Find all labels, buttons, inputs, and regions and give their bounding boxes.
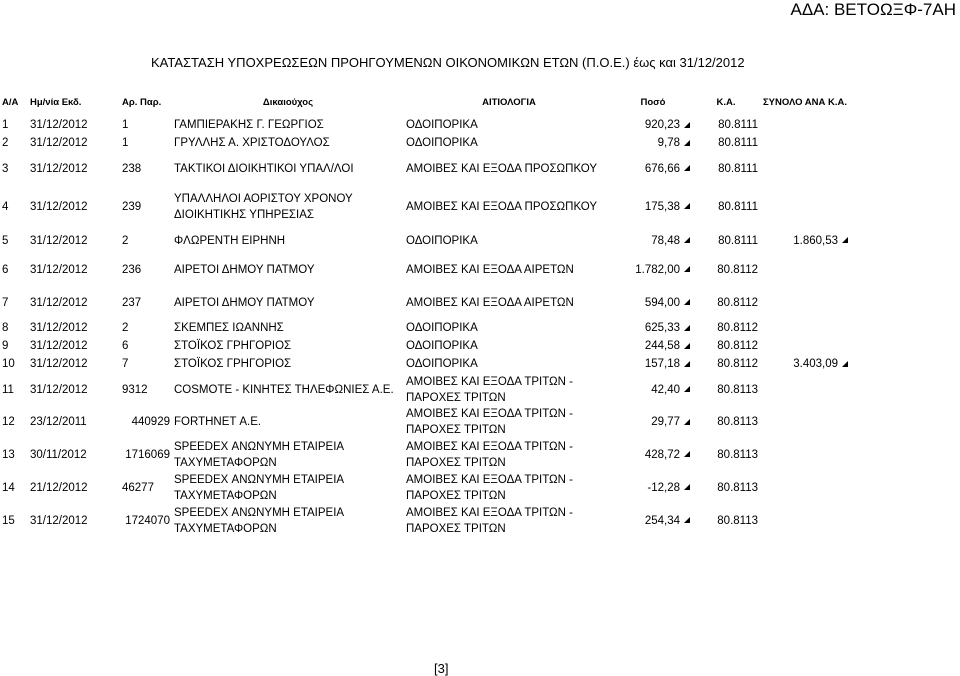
row-aa [0,228,28,253]
row-reason-text: ΑΜΟΙΒΕΣ ΚΑΙ ΕΞΟΔΑ ΠΡΟΣΩΠΚΟΥ [406,162,598,175]
row-date [28,116,120,134]
corner-mark-icon [684,165,690,171]
row-reason-text: ΑΜΟΙΒΕΣ ΚΑΙ ΕΞΟΔΑ ΤΡΙΤΩΝ - ΠΑΡΟΧΕΣ ΤΡΙΤΩΝ [406,408,573,436]
row-ka-text: 80.8111 [718,162,758,175]
row-beneficiary-text: ΦΛΩΡΕΝΤΗ ΕΙΡΗΝΗ [174,234,286,247]
row-aa [0,355,28,373]
row-reason-text: ΑΜΟΙΒΕΣ ΚΑΙ ΕΞΟΔΑ ΑΙΡΕΤΩΝ [406,263,574,276]
row-ka [692,337,760,355]
col-date-header: Ημ/νία Εκδ. [30,96,82,108]
row-amount-text: 1.782,00 [635,263,680,276]
corner-mark-icon [684,237,690,243]
row-amount-text: 175,38 [644,200,680,213]
row-total [760,471,850,504]
row-reason [404,337,614,355]
row-beneficiary [172,286,404,319]
row-amount [614,337,692,355]
row-amount-text: 78,48 [651,234,680,247]
row-ka [692,228,760,253]
row-beneficiary [172,228,404,253]
row-aa-text: 6 [2,263,9,276]
row-date [28,438,120,471]
row-ref [120,438,172,471]
row-ref [120,116,172,134]
row-reason [404,471,614,504]
table-row [0,504,850,537]
row-reason [404,253,614,286]
row-reason [404,373,614,406]
row-total [760,406,850,438]
row-aa-text: 14 [2,481,15,494]
row-total [760,152,850,185]
row-amount [614,286,692,319]
row-ref [120,504,172,537]
row-ka-text: 80.8113 [717,481,758,494]
row-total [760,134,850,152]
row-reason-text: ΑΜΟΙΒΕΣ ΚΑΙ ΕΞΟΔΑ ΠΡΟΣΩΠΚΟΥ [406,200,598,213]
table-row [0,185,850,228]
row-ref [120,228,172,253]
row-ref-text: 1716069 [125,448,170,461]
row-beneficiary [172,152,404,185]
row-date-text: 31/12/2012 [30,234,88,247]
row-date [28,134,120,152]
row-amount [614,406,692,438]
row-date-text: 21/12/2012 [30,481,88,494]
col-amount-header: Ποσό [640,96,666,108]
table-row [0,319,850,337]
row-aa-text: 10 [2,358,15,370]
row-aa-text: 7 [2,296,9,309]
row-date [28,228,120,253]
row-ref [120,253,172,286]
row-reason [404,116,614,134]
corner-mark-icon [684,266,690,272]
row-ref [120,337,172,355]
table-row [0,373,850,406]
row-ka-text: 80.8112 [717,296,758,309]
row-date-text: 31/12/2012 [30,514,88,527]
row-ka [692,286,760,319]
table-row [0,471,850,504]
row-total [760,355,850,373]
table-row [0,438,850,471]
row-beneficiary-text: ΣΚΕΜΠΕΣ ΙΩΑΝΝΗΣ [174,322,284,334]
row-reason-text: ΑΜΟΙΒΕΣ ΚΑΙ ΕΞΟΔΑ ΤΡΙΤΩΝ - ΠΑΡΟΧΕΣ ΤΡΙΤΩΝ [406,506,573,535]
corner-mark-icon [684,419,690,425]
row-amount [614,373,692,406]
row-reason [404,438,614,471]
row-date-text: 31/12/2012 [30,263,88,276]
row-amount-text: 254,34 [644,514,680,527]
row-beneficiary-text: ΑΙΡΕΤΟΙ ΔΗΜΟΥ ΠΑΤΜΟΥ [174,296,315,309]
row-date-text: 30/11/2012 [30,448,87,461]
row-ka [692,134,760,152]
row-ref-text: 6 [122,340,129,352]
row-total [760,253,850,286]
row-ref [120,355,172,373]
row-ref-text: 9312 [122,383,148,396]
row-amount [614,253,692,286]
row-aa [0,438,28,471]
row-total [760,286,850,319]
col-reason-header: ΑΙΤΙΟΛΟΓΙΑ [482,96,536,108]
row-amount [614,116,692,134]
ada-code: ΑΔΑ: ΒΕΤΟΩΞΦ-7ΑΗ [790,0,956,19]
row-beneficiary-text: ΣΤΟΪΚΟΣ ΓΡΗΓΟΡΙΟΣ [174,358,292,370]
row-beneficiary [172,337,404,355]
row-reason [404,406,614,438]
row-date [28,355,120,373]
row-amount-text: 157,18 [644,358,680,370]
row-total [760,319,850,337]
row-reason [404,134,614,152]
obligations-table [0,88,850,537]
row-amount-text: 920,23 [644,119,680,131]
corner-mark-icon [684,484,690,490]
row-ka-text: 80.8111 [718,119,758,131]
table-row [0,134,850,152]
row-reason-text: ΑΜΟΙΒΕΣ ΚΑΙ ΕΞΟΔΑ ΑΙΡΕΤΩΝ [406,296,574,309]
row-total [760,185,850,228]
row-amount-text: 42,40 [651,383,680,396]
row-aa-text: 3 [2,162,9,175]
row-beneficiary-text: FORTHNET Α.Ε. [174,416,262,428]
row-amount [614,134,692,152]
row-aa-text: 11 [2,383,14,396]
row-reason [404,355,614,373]
row-reason-text: ΟΔΟΙΠΟΡΙΚΑ [406,119,478,131]
row-total [760,337,850,355]
row-amount-text: 594,00 [644,296,680,309]
row-date-text: 31/12/2012 [30,296,88,309]
row-reason [404,152,614,185]
row-aa-text: 2 [2,137,9,149]
row-aa [0,116,28,134]
document-title: ΚΑΤΑΣΤΑΣΗ ΥΠΟΧΡΕΩΣΕΩΝ ΠΡΟΗΓΟΥΜΕΝΩΝ ΟΙΚΟΝΟΜΙΚΩΝ ΕΤΩΝ (Π.Ο.Ε.) έως και 31/12/2012 [151,55,745,70]
row-amount [614,319,692,337]
row-aa-text: 12 [2,416,15,428]
row-total [760,504,850,537]
row-aa-text: 9 [2,340,9,352]
row-beneficiary-text: SPEEDEX ΑΝΩΝΥΜΗ ΕΤΑΙΡΕΙΑ ΤΑΧΥΜΕΤΑΦΟΡΩΝ [174,473,344,502]
row-date [28,185,120,228]
row-ref-text: 237 [122,296,142,309]
row-aa [0,406,28,438]
row-total [760,373,850,406]
row-date-text: 31/12/2012 [30,340,88,352]
row-ref-text: 1 [122,119,129,131]
row-date [28,152,120,185]
corner-mark-icon [842,237,848,243]
row-date [28,253,120,286]
row-reason [404,228,614,253]
table-row [0,355,850,373]
row-ref-text: 236 [122,263,142,276]
row-aa [0,185,28,228]
row-reason-text: ΟΔΟΙΠΟΡΙΚΑ [406,234,478,247]
row-ref-text: 7 [122,358,129,370]
row-ka-text: 80.8113 [717,514,758,527]
row-date-text: 31/12/2012 [30,383,88,396]
col-aa-header: Α/Α [2,96,19,108]
row-ref [120,286,172,319]
row-ref-text: 1724070 [125,514,170,527]
row-aa-text: 15 [2,514,15,527]
table-row [0,286,850,319]
row-beneficiary [172,319,404,337]
row-amount [614,355,692,373]
row-ref [120,185,172,228]
row-aa-text: 8 [2,322,9,334]
row-amount [614,152,692,185]
row-reason-text: ΟΔΟΙΠΟΡΙΚΑ [406,322,478,334]
row-date [28,406,120,438]
row-ka [692,355,760,373]
row-date-text: 31/12/2012 [30,200,88,213]
row-beneficiary [172,134,404,152]
row-ref [120,406,172,438]
row-ka [692,152,760,185]
row-reason [404,185,614,228]
row-date-text: 31/12/2012 [30,162,88,175]
row-beneficiary-text: ΣΤΟΪΚΟΣ ΓΡΗΓΟΡΙΟΣ [174,340,292,352]
row-ref [120,319,172,337]
col-ref-header: Αρ. Παρ. [122,96,162,108]
row-beneficiary [172,185,404,228]
row-aa [0,286,28,319]
row-date [28,373,120,406]
page-number: [3] [434,661,449,676]
row-beneficiary [172,116,404,134]
row-beneficiary [172,253,404,286]
row-ka [692,438,760,471]
row-ref-text: 238 [122,162,142,175]
row-ref [120,152,172,185]
row-ka [692,504,760,537]
corner-mark-icon [684,299,690,305]
row-ka [692,185,760,228]
row-aa [0,152,28,185]
row-ka [692,471,760,504]
table-row [0,337,850,355]
row-ref-text: 2 [122,234,129,247]
row-amount [614,185,692,228]
row-total [760,116,850,134]
row-beneficiary-text: ΤΑΚΤΙΚΟΙ ΔΙΟΙΚΗΤΙΚΟΙ ΥΠΑΛ/ΛΟΙ [174,162,354,175]
row-ka [692,116,760,134]
row-date-text: 31/12/2012 [30,137,88,149]
row-amount-text: 428,72 [644,448,680,461]
row-amount-text: 625,33 [644,322,680,334]
row-aa [0,373,28,406]
row-amount [614,438,692,471]
row-beneficiary-text: COSMOTE - ΚΙΝΗΤΕΣ ΤΗΛΕΦΩΝΙΕΣ Α.Ε. [174,383,394,396]
row-aa [0,319,28,337]
row-ref-text: 440929 [131,416,170,428]
row-amount [614,504,692,537]
row-total [760,228,850,253]
row-ref-text: 46277 [122,481,154,494]
row-ka-text: 80.8111 [718,137,758,149]
corner-mark-icon [684,203,690,209]
row-date [28,286,120,319]
row-total [760,438,850,471]
row-reason [404,286,614,319]
table-row [0,253,850,286]
row-ka [692,253,760,286]
row-reason-text: ΑΜΟΙΒΕΣ ΚΑΙ ΕΞΟΔΑ ΤΡΙΤΩΝ - ΠΑΡΟΧΕΣ ΤΡΙΤΩΝ [406,375,573,404]
row-amount-text: 244,58 [644,340,680,352]
corner-mark-icon [684,343,690,349]
row-beneficiary-text: SPEEDEX ΑΝΩΝΥΜΗ ΕΤΑΙΡΕΙΑ ΤΑΧΥΜΕΤΑΦΟΡΩΝ [174,440,344,469]
row-ka-text: 80.8111 [718,200,758,213]
corner-mark-icon [684,361,690,367]
row-aa [0,504,28,537]
row-reason [404,319,614,337]
row-beneficiary-text: ΓΡΥΛΛΗΣ Α. ΧΡΙΣΤΟΔΟΥΛΟΣ [174,137,330,149]
corner-mark-icon [684,451,690,457]
row-date-text: 31/12/2012 [30,358,88,370]
table-row [0,152,850,185]
corner-mark-icon [684,122,690,128]
row-ka-text: 80.8112 [717,358,758,370]
row-ka-text: 80.8111 [718,234,758,247]
row-date [28,319,120,337]
row-amount [614,228,692,253]
col-ka-header: Κ.Α. [716,96,736,108]
row-date [28,337,120,355]
row-beneficiary [172,438,404,471]
row-ref-text: 1 [122,137,129,149]
row-aa [0,471,28,504]
row-beneficiary-text: ΓΑΜΠΙΕΡΑΚΗΣ Γ. ΓΕΩΡΓΙΟΣ [174,119,324,131]
row-ref [120,471,172,504]
row-date [28,471,120,504]
row-aa [0,253,28,286]
row-beneficiary-text: ΥΠΑΛΛΗΛΟΙ ΑΟΡΙΣΤΟΥ ΧΡΟΝΟΥ ΔΙΟΙΚΗΤΙΚΗΣ ΥΠΗΡΕΣΙΑΣ [174,192,353,221]
row-date-text: 23/12/2011 [30,416,87,428]
row-ref [120,373,172,406]
row-ka [692,373,760,406]
row-aa [0,337,28,355]
row-aa-text: 13 [2,448,15,461]
row-aa [0,134,28,152]
row-amount [614,471,692,504]
row-ka-text: 80.8112 [717,340,758,352]
corner-mark-icon [684,386,690,392]
row-ka-text: 80.8113 [717,416,758,428]
row-beneficiary [172,355,404,373]
row-beneficiary-text: SPEEDEX ΑΝΩΝΥΜΗ ΕΤΑΙΡΕΙΑ ΤΑΧΥΜΕΤΑΦΟΡΩΝ [174,506,344,535]
row-reason-text: ΟΔΟΙΠΟΡΙΚΑ [406,137,478,149]
row-beneficiary [172,504,404,537]
row-amount-text: 29,77 [651,416,680,428]
table-row [0,406,850,438]
table-header-row [0,88,850,116]
row-amount-text: 676,66 [644,162,680,175]
row-date [28,504,120,537]
corner-mark-icon [684,325,690,331]
row-ka-text: 80.8112 [717,263,758,276]
row-amount-text: 9,78 [657,137,680,149]
col-beneficiary-header: Δικαιούχος [262,96,314,108]
row-ref-text: 239 [122,200,142,213]
table-row [0,228,850,253]
row-ka [692,319,760,337]
row-ka-text: 80.8112 [717,322,758,334]
row-aa-text: 1 [2,119,9,131]
row-amount-text: -12,28 [647,481,680,494]
col-total-header: ΣΥΝΟΛΟ ΑΝΑ Κ.Α. [762,96,847,108]
row-ka-text: 80.8113 [717,448,758,461]
row-reason-text: ΑΜΟΙΒΕΣ ΚΑΙ ΕΞΟΔΑ ΤΡΙΤΩΝ - ΠΑΡΟΧΕΣ ΤΡΙΤΩΝ [406,473,573,502]
row-total-text: 1.860,53 [793,234,838,247]
row-ref-text: 2 [122,322,129,334]
row-reason [404,504,614,537]
row-aa-text: 4 [2,200,9,213]
table-row [0,116,850,134]
row-beneficiary-text: ΑΙΡΕΤΟΙ ΔΗΜΟΥ ΠΑΤΜΟΥ [174,263,315,276]
corner-mark-icon [684,140,690,146]
row-beneficiary [172,471,404,504]
row-beneficiary [172,373,404,406]
row-reason-text: ΑΜΟΙΒΕΣ ΚΑΙ ΕΞΟΔΑ ΤΡΙΤΩΝ - ΠΑΡΟΧΕΣ ΤΡΙΤΩΝ [406,440,573,469]
row-reason-text: ΟΔΟΙΠΟΡΙΚΑ [406,340,478,352]
corner-mark-icon [842,361,848,367]
row-ka [692,406,760,438]
row-ref [120,134,172,152]
row-date-text: 31/12/2012 [30,322,88,334]
row-beneficiary [172,406,404,438]
row-reason-text: ΟΔΟΙΠΟΡΙΚΑ [406,358,478,370]
row-date-text: 31/12/2012 [30,119,88,131]
corner-mark-icon [684,517,690,523]
row-aa-text: 5 [2,234,9,247]
row-total-text: 3.403,09 [793,358,838,370]
row-ka-text: 80.8113 [717,383,758,396]
